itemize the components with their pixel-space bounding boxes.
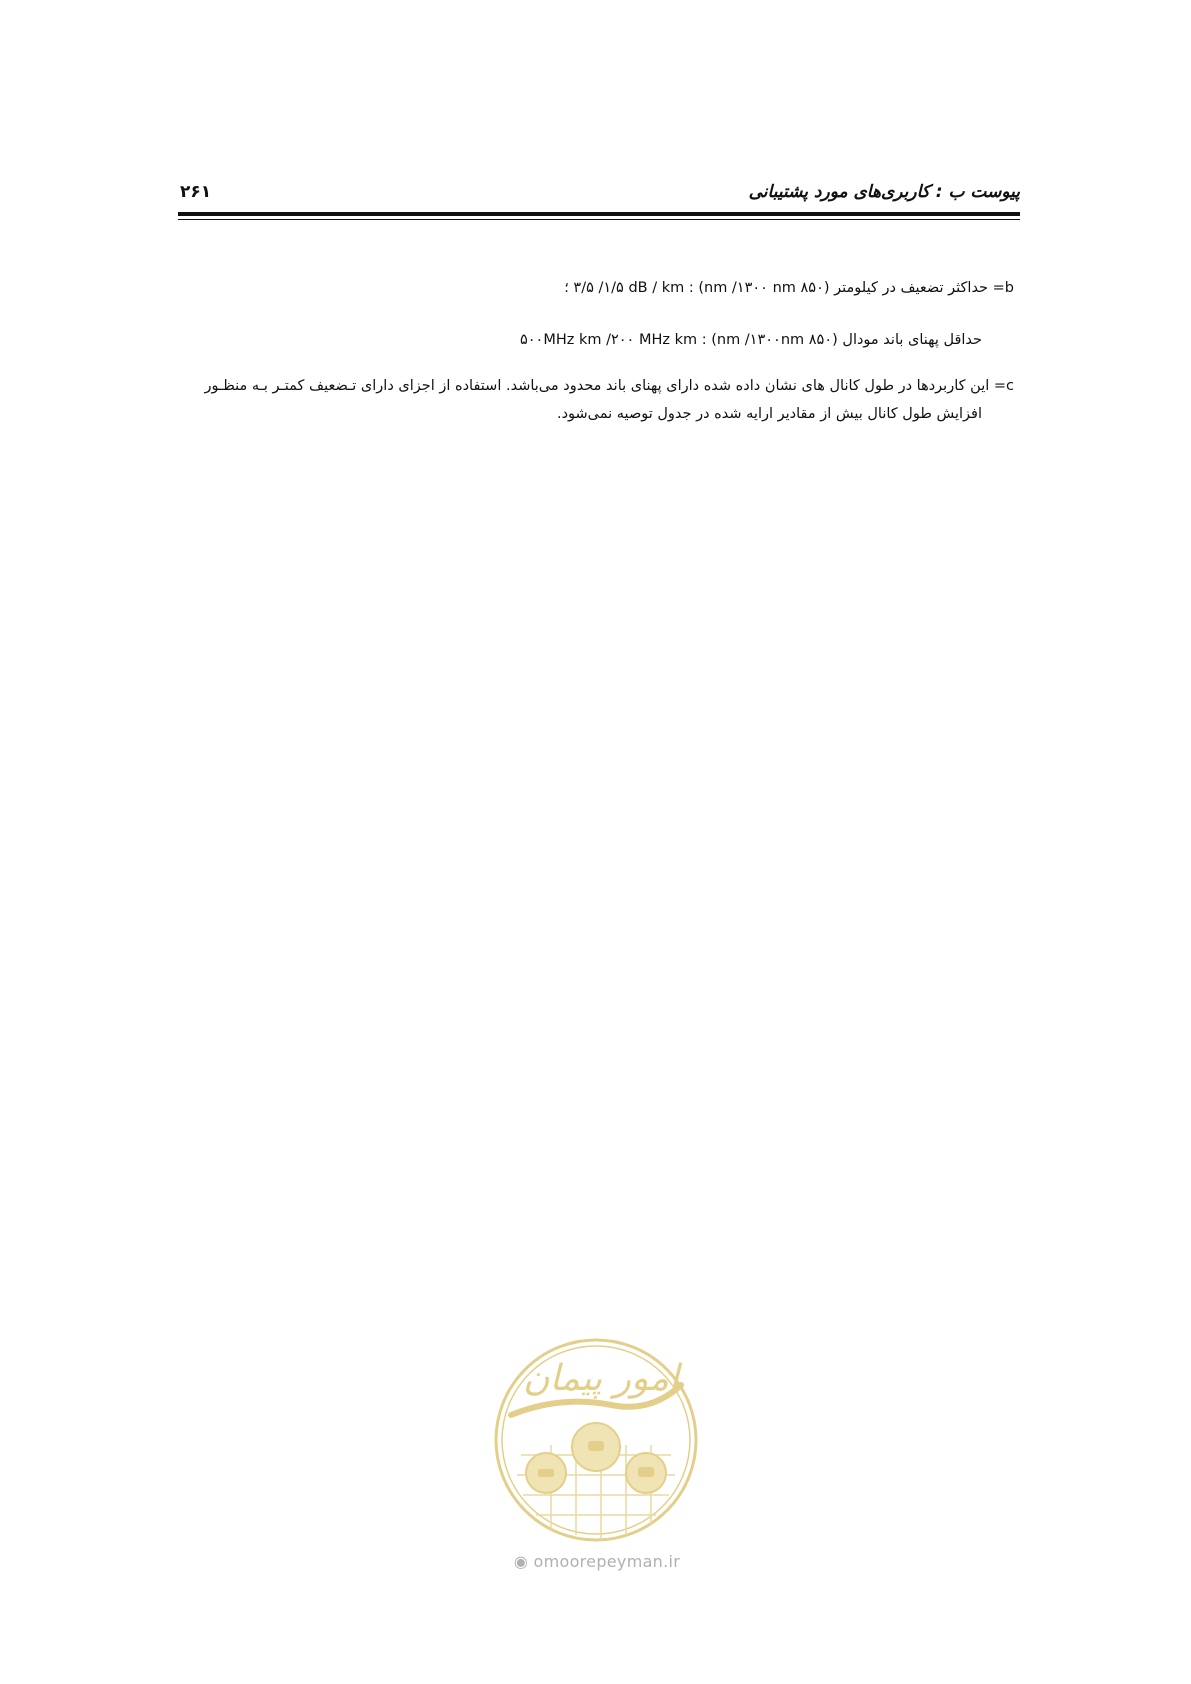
header-title: پیوست ب : کاربری‌های مورد پشتیبانی [748,182,1020,202]
globe-icon: ◉ [513,1552,534,1571]
header-rule-thick [178,212,1020,216]
footnote-c [180,372,1014,428]
watermark-site [482,1552,712,1571]
footnote-c-line2: افزایش طول کانال بیش از مقادیر ارایه شده در جدول توصیه نمی‌شود. [556,406,982,422]
watermark-site-text: omoorepeyman.ir [533,1552,681,1571]
footnote-c-line1: c= این کاربردها در طول کانال های نشان داده شده دارای پهنای باند محدود می‌باشد. استفاده از اجزای دارای تـضعیف کمتـر بـه منظـور [204,378,1014,394]
page-number: ۲۶۱ [180,182,212,202]
footnote-b-bandwidth: حداقل پهنای باند مودال (۸۵۰ nm /۱۳۰۰nm) : ۵۰۰MHz km /۲۰۰ MHz km [519,332,982,348]
seal-text: امور پیمان [523,1358,679,1399]
footnote-b: b= حداکثر تضعیف در کیلومتر (۸۵۰ nm /۱۳۰۰ nm) : ۳/۵ /۱/۵ dB / km ؛ [564,280,1014,296]
header-rule-thin [178,219,1020,220]
page-header [178,182,1020,208]
watermark-seal-icon [491,1335,701,1545]
